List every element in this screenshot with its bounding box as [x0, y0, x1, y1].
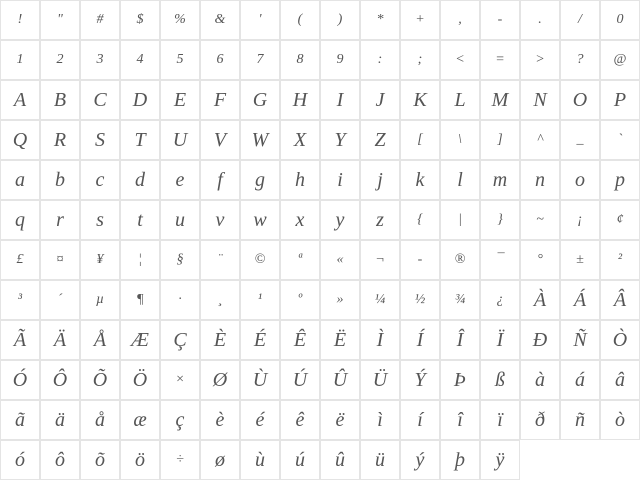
- glyph-cell: g: [240, 160, 280, 200]
- glyph-cell: ê: [280, 400, 320, 440]
- glyph-cell: Ã: [0, 320, 40, 360]
- glyph-cell: ý: [400, 440, 440, 480]
- glyph-cell: ´: [40, 280, 80, 320]
- glyph-cell: Õ: [80, 360, 120, 400]
- glyph-cell: ·: [160, 280, 200, 320]
- glyph-cell: &: [200, 0, 240, 40]
- glyph-cell: ': [240, 0, 280, 40]
- glyph-cell: à: [520, 360, 560, 400]
- glyph-cell: =: [480, 40, 520, 80]
- glyph-cell: £: [0, 240, 40, 280]
- glyph-cell: /: [560, 0, 600, 40]
- glyph-cell: Ó: [0, 360, 40, 400]
- glyph-cell: ": [40, 0, 80, 40]
- glyph-cell: V: [200, 120, 240, 160]
- glyph-cell: Â: [600, 280, 640, 320]
- glyph-cell: â: [600, 360, 640, 400]
- glyph-cell: D: [120, 80, 160, 120]
- glyph-cell: Ä: [40, 320, 80, 360]
- glyph-cell: Å: [80, 320, 120, 360]
- glyph-cell: ¨: [200, 240, 240, 280]
- glyph-cell: d: [120, 160, 160, 200]
- glyph-cell: $: [120, 0, 160, 40]
- glyph-cell: ²: [600, 240, 640, 280]
- glyph-cell: 8: [280, 40, 320, 80]
- glyph-cell: k: [400, 160, 440, 200]
- glyph-cell: r: [40, 200, 80, 240]
- glyph-cell: ]: [480, 120, 520, 160]
- glyph-cell: ù: [240, 440, 280, 480]
- glyph-cell: F: [200, 80, 240, 120]
- glyph-cell: j: [360, 160, 400, 200]
- glyph-cell: 1: [0, 40, 40, 80]
- glyph-cell: M: [480, 80, 520, 120]
- glyph-cell: ¦: [120, 240, 160, 280]
- glyph-cell: Ù: [240, 360, 280, 400]
- glyph-cell: y: [320, 200, 360, 240]
- glyph-cell: C: [80, 80, 120, 120]
- glyph-cell: ±: [560, 240, 600, 280]
- glyph-cell: O: [560, 80, 600, 120]
- glyph-cell: 4: [120, 40, 160, 80]
- glyph-cell: ã: [0, 400, 40, 440]
- glyph-cell: ß: [480, 360, 520, 400]
- glyph-cell: >: [520, 40, 560, 80]
- glyph-cell: U: [160, 120, 200, 160]
- glyph-cell: |: [440, 200, 480, 240]
- glyph-cell: º: [280, 280, 320, 320]
- glyph-cell: À: [520, 280, 560, 320]
- glyph-cell: 9: [320, 40, 360, 80]
- glyph-cell: ¡: [560, 200, 600, 240]
- glyph-cell: Á: [560, 280, 600, 320]
- glyph-cell: ×: [160, 360, 200, 400]
- glyph-cell: <: [440, 40, 480, 80]
- glyph-cell: 3: [80, 40, 120, 80]
- glyph-cell: #: [80, 0, 120, 40]
- glyph-cell: q: [0, 200, 40, 240]
- glyph-cell: 0: [600, 0, 640, 40]
- glyph-cell: ï: [480, 400, 520, 440]
- glyph-cell: ö: [120, 440, 160, 480]
- glyph-cell: p: [600, 160, 640, 200]
- glyph-cell: É: [240, 320, 280, 360]
- glyph-cell: 5: [160, 40, 200, 80]
- glyph-cell: _: [560, 120, 600, 160]
- glyph-cell: ÿ: [480, 440, 520, 480]
- glyph-cell: è: [200, 400, 240, 440]
- glyph-cell: X: [280, 120, 320, 160]
- glyph-cell: ó: [0, 440, 40, 480]
- glyph-cell: ): [320, 0, 360, 40]
- glyph-cell: Ý: [400, 360, 440, 400]
- glyph-cell: u: [160, 200, 200, 240]
- glyph-cell: á: [560, 360, 600, 400]
- glyph-cell: ¬: [360, 240, 400, 280]
- glyph-cell: o: [560, 160, 600, 200]
- glyph-cell: n: [520, 160, 560, 200]
- glyph-cell: @: [600, 40, 640, 80]
- glyph-cell: Z: [360, 120, 400, 160]
- glyph-cell: °: [520, 240, 560, 280]
- glyph-cell: i: [320, 160, 360, 200]
- glyph-cell: B: [40, 80, 80, 120]
- glyph-cell: h: [280, 160, 320, 200]
- glyph-cell: ü: [360, 440, 400, 480]
- glyph-cell: ^: [520, 120, 560, 160]
- glyph-cell: Ê: [280, 320, 320, 360]
- glyph-cell: ¥: [80, 240, 120, 280]
- glyph-cell: S: [80, 120, 120, 160]
- glyph-cell: í: [400, 400, 440, 440]
- glyph-cell: P: [600, 80, 640, 120]
- glyph-cell: ô: [40, 440, 80, 480]
- glyph-cell: Ø: [200, 360, 240, 400]
- glyph-cell: Ç: [160, 320, 200, 360]
- glyph-cell: Ô: [40, 360, 80, 400]
- glyph-cell: ú: [280, 440, 320, 480]
- glyph-cell: c: [80, 160, 120, 200]
- glyph-cell: Û: [320, 360, 360, 400]
- glyph-cell: W: [240, 120, 280, 160]
- glyph-cell: ¸: [200, 280, 240, 320]
- glyph-cell: ¾: [440, 280, 480, 320]
- glyph-cell: v: [200, 200, 240, 240]
- glyph-cell: Ú: [280, 360, 320, 400]
- glyph-cell: È: [200, 320, 240, 360]
- glyph-cell: Æ: [120, 320, 160, 360]
- glyph-cell: l: [440, 160, 480, 200]
- glyph-cell: §: [160, 240, 200, 280]
- glyph-cell: ç: [160, 400, 200, 440]
- glyph-cell: .: [520, 0, 560, 40]
- glyph-cell: ¶: [120, 280, 160, 320]
- glyph-cell: K: [400, 80, 440, 120]
- glyph-cell: G: [240, 80, 280, 120]
- glyph-cell: æ: [120, 400, 160, 440]
- glyph-cell: î: [440, 400, 480, 440]
- glyph-cell: Ï: [480, 320, 520, 360]
- glyph-cell: Í: [400, 320, 440, 360]
- glyph-cell: %: [160, 0, 200, 40]
- glyph-cell: s: [80, 200, 120, 240]
- glyph-cell: ?: [560, 40, 600, 80]
- glyph-cell: [: [400, 120, 440, 160]
- glyph-cell: *: [360, 0, 400, 40]
- glyph-cell: ä: [40, 400, 80, 440]
- glyph-cell: «: [320, 240, 360, 280]
- glyph-cell: E: [160, 80, 200, 120]
- glyph-cell: f: [200, 160, 240, 200]
- glyph-cell: b: [40, 160, 80, 200]
- glyph-cell: (: [280, 0, 320, 40]
- glyph-cell: x: [280, 200, 320, 240]
- glyph-cell: ¹: [240, 280, 280, 320]
- glyph-cell: `: [600, 120, 640, 160]
- glyph-cell: ì: [360, 400, 400, 440]
- glyph-cell: :: [360, 40, 400, 80]
- glyph-cell: ª: [280, 240, 320, 280]
- glyph-cell: Ö: [120, 360, 160, 400]
- empty-cell: [560, 440, 600, 480]
- glyph-cell: ½: [400, 280, 440, 320]
- glyph-cell: ò: [600, 400, 640, 440]
- glyph-cell: ³: [0, 280, 40, 320]
- empty-cell: [520, 440, 560, 480]
- glyph-cell: ¤: [40, 240, 80, 280]
- glyph-cell: ¯: [480, 240, 520, 280]
- glyph-cell: û: [320, 440, 360, 480]
- glyph-cell: ÷: [160, 440, 200, 480]
- glyph-cell: 7: [240, 40, 280, 80]
- glyph-cell: ¿: [480, 280, 520, 320]
- glyph-cell: ®: [440, 240, 480, 280]
- glyph-cell: ñ: [560, 400, 600, 440]
- glyph-cell: \: [440, 120, 480, 160]
- glyph-cell: ¢: [600, 200, 640, 240]
- glyph-cell: R: [40, 120, 80, 160]
- glyph-cell: ð: [520, 400, 560, 440]
- glyph-cell: e: [160, 160, 200, 200]
- glyph-cell: »: [320, 280, 360, 320]
- glyph-cell: L: [440, 80, 480, 120]
- glyph-cell: ;: [400, 40, 440, 80]
- glyph-cell: ©: [240, 240, 280, 280]
- glyph-cell: {: [400, 200, 440, 240]
- glyph-cell: T: [120, 120, 160, 160]
- glyph-cell: z: [360, 200, 400, 240]
- glyph-cell: Q: [0, 120, 40, 160]
- glyph-cell: å: [80, 400, 120, 440]
- glyph-cell: A: [0, 80, 40, 120]
- glyph-cell: +: [400, 0, 440, 40]
- glyph-cell: ¼: [360, 280, 400, 320]
- glyph-cell: H: [280, 80, 320, 120]
- glyph-cell: I: [320, 80, 360, 120]
- glyph-cell: þ: [440, 440, 480, 480]
- glyph-cell: Ò: [600, 320, 640, 360]
- glyph-cell: }: [480, 200, 520, 240]
- glyph-cell: Y: [320, 120, 360, 160]
- glyph-cell: -: [400, 240, 440, 280]
- empty-cell: [600, 440, 640, 480]
- glyph-cell: ,: [440, 0, 480, 40]
- glyph-cell: Ë: [320, 320, 360, 360]
- glyph-cell: õ: [80, 440, 120, 480]
- glyph-cell: Ñ: [560, 320, 600, 360]
- glyph-cell: !: [0, 0, 40, 40]
- glyph-cell: ë: [320, 400, 360, 440]
- glyph-cell: 2: [40, 40, 80, 80]
- glyph-cell: N: [520, 80, 560, 120]
- glyph-cell: Î: [440, 320, 480, 360]
- glyph-cell: a: [0, 160, 40, 200]
- glyph-cell: µ: [80, 280, 120, 320]
- glyph-cell: t: [120, 200, 160, 240]
- glyph-cell: ~: [520, 200, 560, 240]
- glyph-cell: Þ: [440, 360, 480, 400]
- glyph-cell: é: [240, 400, 280, 440]
- glyph-cell: Ð: [520, 320, 560, 360]
- glyph-cell: Ü: [360, 360, 400, 400]
- glyph-cell: m: [480, 160, 520, 200]
- glyph-cell: J: [360, 80, 400, 120]
- glyph-cell: -: [480, 0, 520, 40]
- glyph-cell: Ì: [360, 320, 400, 360]
- glyph-cell: 6: [200, 40, 240, 80]
- glyph-cell: ø: [200, 440, 240, 480]
- glyph-cell: w: [240, 200, 280, 240]
